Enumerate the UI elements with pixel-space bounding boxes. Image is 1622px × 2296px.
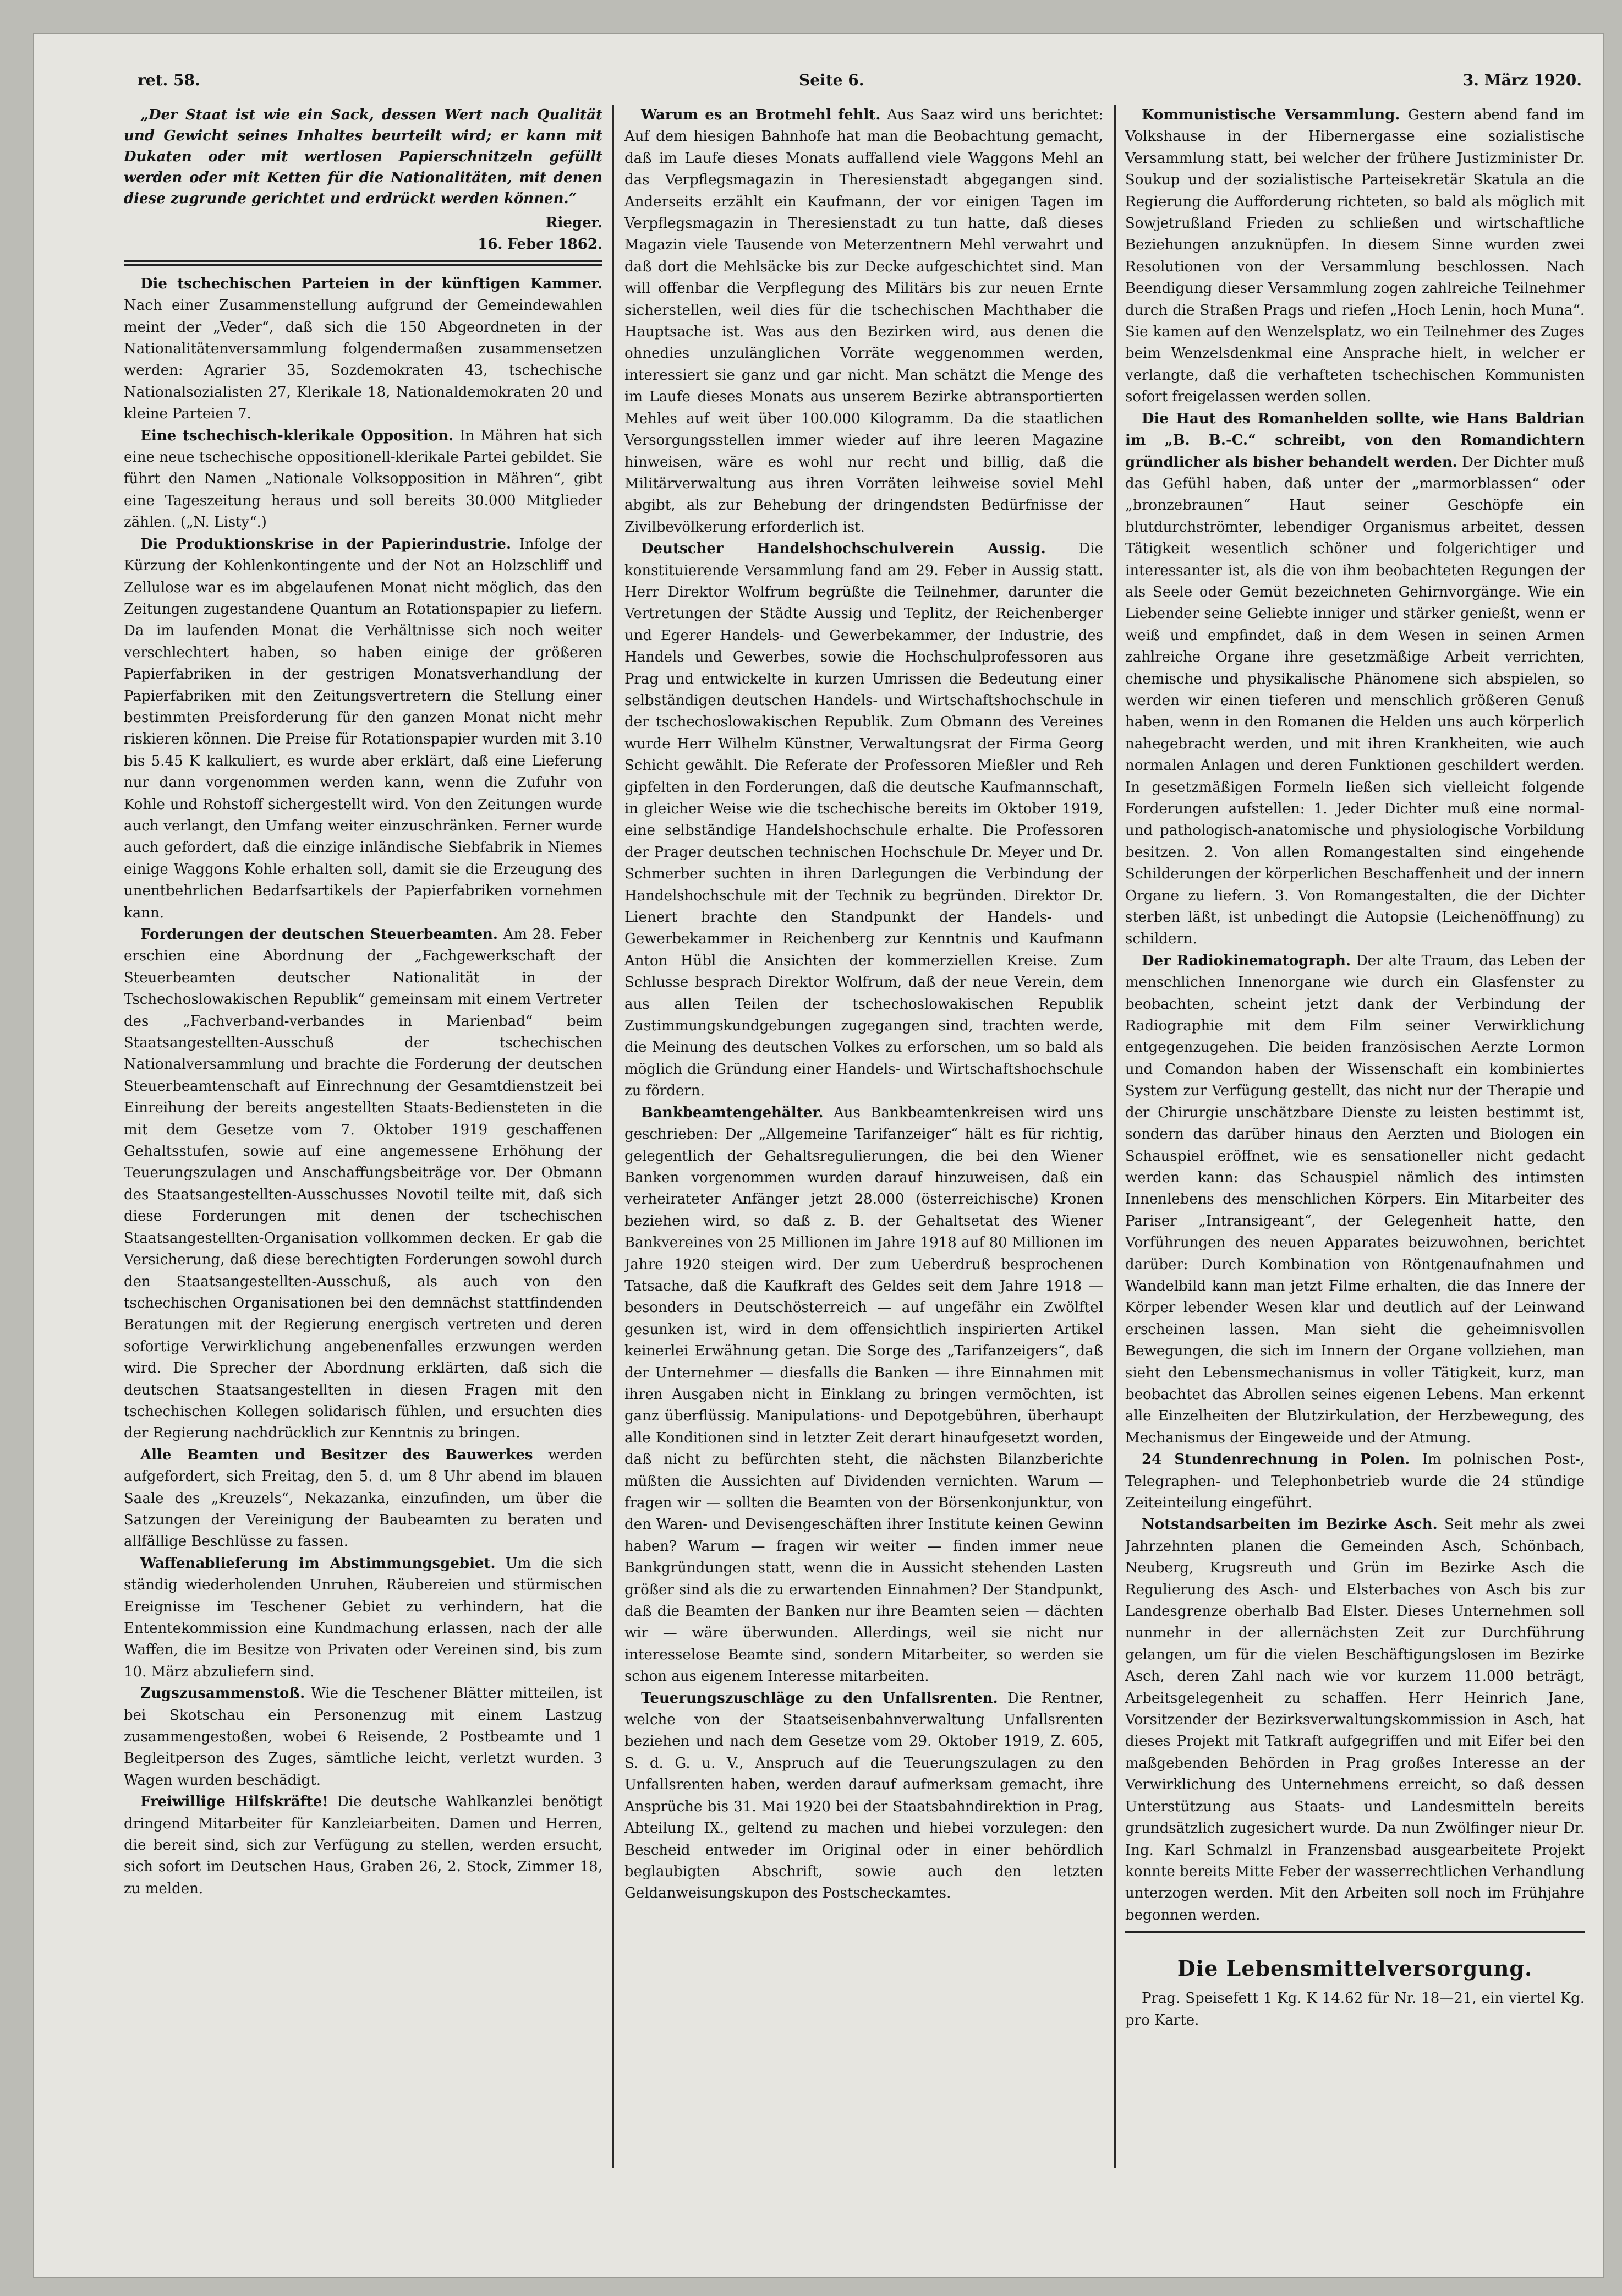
article-heading: Warum es an Brotmehl fehlt. [641, 107, 881, 123]
column-2 [624, 105, 1103, 2168]
article [1125, 408, 1585, 950]
article [124, 534, 602, 924]
article [124, 924, 602, 1445]
article-body: In Mähren hat sich eine neue tschechische oppositionell-klerikale Partei gebildet. Sie führt den Namen „Nationale Volksopposition in Mähren“, gibt eine Tageszeitung heraus und soll bereits 30.000 Mitglieder zählen. („N. Listy“.) [124, 427, 602, 531]
article-body: Die Rentner, welche von der Staatseisenbahnverwaltung Unfallsrenten beziehen und nach dem Gesetze vom 29. Oktober 1919, Z. 605, S. d. G. u. V., Anspruch auf die Teuerungszulagen zu den Unfallsrenten haben, werden darauf aufmerksam gemacht, ihre Ansprüche bis 31. Mai 1920 bei der Staatsbahndirektion in Prag, Abteilung IX., geltend zu machen und hiebei vorzulegen: den Bescheid entweder im Original oder in einer behördlich beglaubigten Abschrift, sowie auch den letzten Geldanweisungskupon des Postscheckamtes. [624, 1690, 1103, 1902]
article [124, 1683, 602, 1791]
article-heading: Kommunistische Versammlung. [1142, 107, 1400, 123]
article [624, 1688, 1103, 1905]
article-body: werden aufgefordert, sich Freitag, den 5. d. um 8 Uhr abend im blauen Saale des „Kreuzels“, Nekazanka, einzufinden, um über die Satzungen der Vereinigung der Baubeamten zu beraten und allfällige Beschlüsse zu fassen. [124, 1446, 602, 1550]
article [1125, 1449, 1585, 1514]
article [124, 274, 602, 425]
article-body: Um die sich ständig wiederholenden Unruhen, Räubereien und stürmischen Ereignisse im Teschener Gebiet zu verhindern, hat die Ententekommission eine Kundmachung erlassen, nach der alle Waffen, die im Besitze von Privaten oder Vereinen sind, bis zum 10. März abzuliefern sind. [124, 1555, 602, 1680]
article [1125, 1514, 1585, 1926]
article-heading: Der Radiokinematograph. [1142, 952, 1351, 969]
article-body: Infolge der Kürzung der Kohlenkontingente und der Not an Holzschliff und Zellulose war es im abgelaufenen Monat nicht möglich, das den Zeitungen zugestandene Quantum an Rotationspapier zu liefern. Da im laufenden Monat die Verhältnisse sich noch weiter verschlechtert haben, so haben einige der größeren Papierfabriken in der gestrigen Monatsverhandlung der Papierfabriken mit den Zeitungsvertretern die Stellung einer bestimmten Preisforderung für den ganzen Monat nicht mehr riskieren können. Die Preise für Rotationspapier wurden mit 3.10 bis 5.45 K kalkuliert, es wurde aber erklärt, daß eine Lieferung nur dann vorgenommen werden kann, wenn die Zufuhr von Kohle und Rohstoff sichergestellt wird. Von den Zeitungen wurde auch verlangt, den Umfang weiter einzuschränken. Ferner wurde auch gefordert, daß die einzige inländische Siebfabrik in Niemes einige Waggons Kohle erhalten soll, damit sie die Erzeugung des unentbehrlichen Bedarfsartikels der Papierfabriken vornehmen kann. [124, 535, 602, 921]
article [124, 425, 602, 534]
article [124, 1445, 602, 1553]
article [624, 1102, 1103, 1688]
article [1125, 105, 1585, 408]
article-body: Nach einer Zusammenstellung aufgrund der Gemeindewahlen meint der „Veder“, daß sich die 150 Abgeordneten in der Nationalitätenversammlung folgendermaßen zusammensetzen werden: Agrarier 35, Sozdemokraten 43, tschechische Nationalsozialisten 27, Klerikale 18, Nationaldemokraten 20 und kleine Parteien 7. [124, 297, 602, 423]
page-header [138, 55, 1582, 105]
article-heading: Zugszusammenstoß. [140, 1685, 305, 1702]
article-body: Seit mehr als zwei Jahrzehnten planen die Gemeinden Asch, Schönbach, Neuberg, Krugsreuth und Grün im Bezirke Asch die Regulierung des Asch- und Elsterbaches von Asch bis zur Landesgrenze oberhalb Bad Elster. Dieses Unternehmen soll nunmehr in der allernächsten Zeit zur Durchführung gelangen, um für die vielen Beschäftigungslosen im Bezirke Asch, deren Zahl nach wie vor kurzem 11.000 beträgt, Arbeitsgelegenheit zu schaffen. Herr Heinrich Jane, Vorsitzender der Bezirksverwaltungskommission in Asch, hat dieses Projekt mit Tatkraft aufgegriffen und mit Eifer bei den maßgebenden Behörden in Prag großes Interesse an der Verwirklichung des Unternehmens erreicht, so daß dessen Unterstützung aus Staats- und Landesmitteln bereits grundsätzlich zugesichert wurde. Da nun Zwölfinger nieur Dr. Ing. Karl Schmalzl in Franzensbad ausgearbeitete Projekt konnte bereits Mitte Feber der wasserrechtlichen Verhandlung unterzogen werden. Mit den Arbeiten soll noch im Frühjahre begonnen werden. [1125, 1516, 1585, 1923]
article [624, 105, 1103, 538]
column-rule-2 [1114, 105, 1116, 2168]
article [124, 1553, 602, 1683]
article-heading: Teuerungszuschläge zu den Unfallsrenten. [641, 1690, 998, 1707]
article-heading: Bankbeamtengehälter. [641, 1104, 824, 1121]
article-body: Die konstituierende Versammlung fand am 29. Feber in Aussig statt. Herr Direktor Wolfrum begrüßte die Teilnehmer, darunter die Vertretungen der Städte Aussig und Teplitz, der Reichenberger und Egerer Handels- und Gewerbekammer, der Industrie, des Handels und Gewerbes, sowie die Hochschulprofessoren aus Prag und entwickelte in kurzen Umrissen die Bedeutung einer selbständigen deutschen Handels- und Wirtschaftshochschule in der tschechoslowakischen Republik. Zum Obmann des Vereines wurde Herr Wilhelm Künstner, Verwaltungsrat der Firma Georg Schicht gewählt. Die Referate der Professoren Mießler und Reh gipfelten in den Forderungen, daß die deutsche Kaufmannschaft, in gleicher Weise wie die tschechische bereits im Oktober 1919, eine selbständige Handelshochschule erhalte. Die Professoren der Prager deutschen technischen Hochschule Dr. Meyer und Dr. Schmerber suchten in ihren Darlegungen die Verbindung der Handelshochschule mit der Technik zu begründen. Direktor Dr. Lienert brachte den Standpunkt der Handels- und Gewerbekammer in Reichenberg zur Kenntnis und Kaufmann Anton Hübl die Ansichten der kommerziellen Kreise. Zum Schlusse besprach Direktor Wolfrum, daß der neue Verein, dem aus allen Teilen der tschechoslowakischen Republik Zustimmungskundgebungen zugegangen sind, trachten werde, die Meinung des deutschen Volkes zu erforschen, um so bald als möglich die Gründung einer Handels- und Wirtschaftshochschule zu fördern. [624, 540, 1103, 1100]
article-heading: Die Produktionskrise in der Papierindustrie. [140, 535, 511, 553]
page-number: Seite 6. [799, 70, 864, 89]
article-heading: Notstandsarbeiten im Bezirke Asch. [1142, 1516, 1438, 1533]
article-heading: Freiwillige Hilfskräfte! [140, 1794, 328, 1811]
divider [124, 260, 602, 266]
article [124, 1791, 602, 1900]
quote-date: 16. Feber 1862. [478, 236, 602, 253]
article-body: Im polnischen Post-, Telegraphen- und Telephonbetrieb wurde die 24 stündige Zeiteinteilung eingeführt. [1125, 1451, 1585, 1511]
article [624, 538, 1103, 1102]
article [1125, 950, 1585, 1449]
article-body: Der alte Traum, das Leben der menschlichen Innenorgane wie durch ein Glasfenster zu beobachten, scheint jetzt dank der Verbindung der Radiographie mit dem Film seiner Verwirklichung entgegenzugehen. Die beiden französischen Aerzte Lormon und Comandon haben der Wissenschaft ein kombiniertes System zur Verfügung gestellt, das nicht nur der Therapie und der Chirurgie unschätzbare Dienste zu leisten bestimmt ist, sondern das darüber hinaus den Aerzten und Biologen ein Schauspiel eröffnet, wie es sensationeller nicht gedacht werden kann: das Schauspiel nämlich des intimsten Innenlebens des menschlichen Körpers. Ein Mitarbeiter des Pariser „Intransigeant“, der Gelegenheit hatte, den Vorführungen des neuen Apparates beizuwohnen, berichtet darüber: Durch Kombination von Röntgenaufnahmen und Wandelbild kann man jetzt Filme erhalten, die das Innere der Körper lebender Wesen klar und deutlich auf der Leinwand erscheinen lassen. Man sieht die geheimnisvollen Bewegungen, die sich im Innern der Organe vollziehen, man sieht den Lebensmechanismus in voller Tätigkeit, kurz, man beobachtet das Abrollen seines eigenen Lebens. Man erkennt alle Einzelheiten der Blutzirkulation, der Herzbewegung, des Mechanismus der Eingeweide und der Atmung. [1125, 952, 1585, 1446]
newspaper-page [33, 33, 1604, 2278]
article-heading: Alle Beamten und Besitzer des Bauwerkes [140, 1446, 533, 1463]
column-rule-1 [612, 105, 614, 2168]
article-body: Prag. Speisefett 1 Kg. K 14.62 für Nr. 18—21, ein viertel Kg. pro Karte. [1125, 1990, 1585, 2029]
article-heading: Forderungen der deutschen Steuerbeamten. [140, 926, 498, 943]
article-body: Am 28. Feber erschien eine Abordnung der „Fachgewerkschaft der Steuerbeamten deutscher Nationalität in der Tschechoslowakischen Republik“ gemeinsam mit einem Vertreter des „Fachverband-verbandes in Marienbad“ beim Staatsangestellten-Ausschuß der tschechischen Nationalversammlung und brachte die Forderung der deutschen Steuerbeamtenschaft auf Einrechnung der Gesamtdienstzeit bei Einreihung der bereits angestellten Staats-Bediensteten in die mit dem Gesetze vom 7. Oktober 1919 geschaffenen Gehaltsstufen, sowie auf eine angemessene Erhöhung der Teuerungszulagen und Anschaffungsbeiträge vor. Der Obmann des Staatsangestellten-Ausschusses Novotil teilte mit, daß sich diese Forderungen mit denen der tschechischen Staatsangestellten-Organisation vollkommen decken. Er gab die Versicherung, daß diese berechtigten Forderungen sowohl durch den Staatsangestellten-Ausschuß, als auch von den tschechischen Organisationen bei den demnächst stattfindenden Beratungen mit der Regierung energisch vertreten und deren sofortige Verwirklichung angebenenfalles erzwungen werden wird. Die Sprecher der Abordnung erklärten, daß sich die deutschen Staatsangestellten in diesen Fragen mit den tschechischen Kollegen solidarisch fühlen, und ersuchten dies der Regierung nachdrücklich zur Kenntnis zu bringen. [124, 926, 602, 1442]
article-body: Die deutsche Wahlkanzlei benötigt dringend Mitarbeiter für Kanzleiarbeiten. Damen und Herren, die bereit sind, sich zur Verfügung zu stellen, werden ersucht, sich sofort im Deutschen Haus, Graben 26, 2. Stock, Zimmer 18, zu melden. [124, 1794, 602, 1897]
masthead-quote: „Der Staat ist wie ein Sack, dessen Wert nach Qualität und Gewicht seines Inhaltes beurteilt wird; er kann mit Dukaten oder mit wertlosen Papierschnitzeln gefüllt werden oder mit Ketten für die Nationalitäten, mit denen diese zugrunde gerichtet und erdrückt werden können.“ [124, 107, 602, 207]
article-body: Wie die Teschener Blätter mitteilen, ist bei Skotschau ein Personenzug mit einem Lastzug zusammengestoßen, wobei 6 Reisende, 2 Postbeamte und 1 Begleitperson des Zuges, sämtliche leicht, verletzt wurden. 3 Wagen wurden beschädigt. [124, 1685, 602, 1789]
article-body: Aus Saaz wird uns berichtet: Auf dem hiesigen Bahnhofe hat man die Beobachtung gemacht, daß im Laufe dieses Monats auffallend viele Waggons Mehl an das Verpflegsmagazin in Theresienstadt abgegangen sind. Anderseits erzählt ein Kaufmann, der vor einigen Tagen im Verpflegsmagazin in Theresienstadt zu tun hatte, daß dieses Magazin viele Tausende von Meterzentnern Mehl verwahrt und daß dort die Mehlsäcke bis zur Decke aufgeschichtet sind. Man will offenbar die Verpflegung des Militärs bis zur neuen Ernte sicherstellen, weil dies für die tschechischen Machthaber die Hauptsache ist. Was aus den Bezirken wird, aus denen die ohnedies unzulänglichen Vorräte weggenommen werden, interessiert sie ganz und gar nicht. Man schätzt die Menge des im Laufe dieses Monats aus unserem Bezirke abtransportierten Mehles auf weit über 100.000 Kilogramm. Da die staatlichen Versorgungsstellen immer wieder auf ihre leeren Magazine hinweisen, wäre es wohl nur recht und billig, daß die Militärverwaltung aus ihren Vorräten leihweise soviel Mehl abgibt, als zur Behebung der dringendsten Bedürfnisse der Zivilbevölkerung erforderlich ist. [624, 107, 1103, 535]
article-heading: Deutscher Handelshochschulverein Aussig. [641, 540, 1046, 557]
section-title: Die Lebensmittelversorgung. [1177, 1956, 1533, 1981]
column-3 [1125, 105, 1585, 2168]
article-heading: Eine tschechisch-klerikale Opposition. [140, 427, 454, 444]
article [1125, 1988, 1585, 2031]
article-heading: Die Haut des Romanhelden sollte, wie Hans Baldrian im „B. B.-C.“ schreibt, von den Romandichtern gründlicher als bisher behandelt werden. [1125, 410, 1585, 471]
issue-date: 3. März 1920. [1462, 70, 1582, 89]
article-body: Aus Bankbeamtenkreisen wird uns geschrieben: Der „Allgemeine Tarifanzeiger“ hält es für richtig, gelegentlich der Gehaltsregulierungen, die bei den Wiener Banken vorgenommen wurden darauf hinzuweisen, daß ein verheirateter Anfänger jetzt 28.000 (österreichische) Kronen beziehen wird, so daß z. B. der Gehaltsetat des Wiener Bankvereines von 25 Millionen im Jahre 1918 auf 80 Millionen im Jahre 1920 steigen wird. Der zum Ueberdruß besprochenen Tatsache, daß die Kaufkraft des Geldes seit dem Jahre 1918 — besonders in Deutschösterreich — auf ungefähr ein Zwölftel gesunken ist, wird in dem offensichtlich inspirierten Artikel keinerlei Erwähnung getan. Die Sorge des „Tarifanzeigers“, daß der Unternehmer — diesfalls die Banken — ihre Einnahmen mit ihren Ausgaben nicht in Einklang zu bringen vermöchten, ist ganz überflüssig. Manipulations- und Depotgebühren, überhaupt alle Konditionen sind in letzter Zeit derart hinaufgesetzt worden, daß nicht zu befürchten steht, die nächsten Bilanzberichte müßten die Aussichten auf Dividenden vernichten. Warum — fragen wir — sollten die Beamten von der Börsenkonjunktur, von den Waren- und Devisengeschäften ihrer Institute keinen Gewinn haben? Warum — fragen wir weiter — finden immer neue Bankgründungen statt, wenn die in Aussicht stehenden Lasten größer sind als die zu erwartenden Einnahmen? Der Standpunkt, daß die Beamten der Banken nur ihre Beamten seien — dächten wir — wäre überwunden. Allerdings, weil sie nicht nur interesselose Beamte sind, sondern Mitarbeiter, so werden sie schon aus eigenem Interesse mitarbeiten. [624, 1104, 1103, 1685]
article-heading: 24 Stundenrechnung in Polen. [1142, 1451, 1410, 1468]
article-heading: Die tschechischen Parteien in der künftigen Kammer. [140, 275, 602, 292]
article-heading: Waffenablieferung im Abstimmungsgebiet. [140, 1555, 496, 1572]
article-body: Der Dichter muß das Gefühl haben, daß unter der „marmorblassen“ oder „bronzebraunen“ Haut seiner Geschöpfe ein blutdurchströmter, lebendiger Organismus arbeitet, dessen Tätigkeit wesentlich schöner und folgerichtiger und interessanter ist, als die von ihm beobachteten Regungen der als Seele oder Gemüt bezeichneten Gehirnvorgänge. Wie ein Liebender seine Geliebte inniger und stärker genießt, wenn er weiß und empfindet, daß in dem Wesen in seinen Armen zahlreiche Organe ihre gesetzmäßige Arbeit verrichten, chemische und physikalische Phänomene sich abspielen, so werden wir einen tieferen und menschlich größeren Genuß haben, wenn in den Romanen die Helden uns auch körperlich nahegebracht werden, und mit ihren Krankheiten, wie auch normalen Anlagen und deren Funktionen geschildert werden. In gesetzmäßigen Formeln ließen sich vielleicht folgende Forderungen aufstellen: 1. Jeder Dichter muß eine normal- und pathologisch-anatomische und physiologische Vorbildung besitzen. 2. Von allen Romangestalten sind eingehende Schilderungen der körperlichen Beschaffenheit und der innern Organe zu liefern. 3. Von Romangestalten, die der Dichter sterben läßt, ist unbedingt die Autopsie (Leichenöffnung) zu schildern. [1125, 453, 1585, 948]
issue-number: ret. 58. [138, 70, 200, 89]
divider [1125, 1931, 1585, 1933]
quote-author: Rieger. [545, 215, 602, 231]
article-body: Gestern abend fand im Volkshause in der Hibernergasse eine sozialistische Versammlung statt, bei welcher der frühere Justizminister Dr. Soukup und der sozialistische Parteisekretär Skatula an die Regierung die Aufforderung richteten, so bald als möglich mit Sowjetrußland Frieden zu schließen und wirtschaftliche Beziehungen anzuknüpfen. In diesem Sinne wurden zwei Resolutionen von der Versammlung beschlossen. Nach Beendigung dieser Versammlung zogen zahlreiche Teilnehmer durch die Straßen Prags und riefen „Hoch Lenin, hoch Muna“. Sie kamen auf den Wenzelsplatz, wo ein Teilnehmer des Zuges beim Wenzelsdenkmal eine Ansprache hielt, in welcher er verlangte, daß die verhafteten tschechischen Kommunisten sofort freigelassen werden sollen. [1125, 107, 1585, 406]
column-1 [124, 105, 602, 2168]
